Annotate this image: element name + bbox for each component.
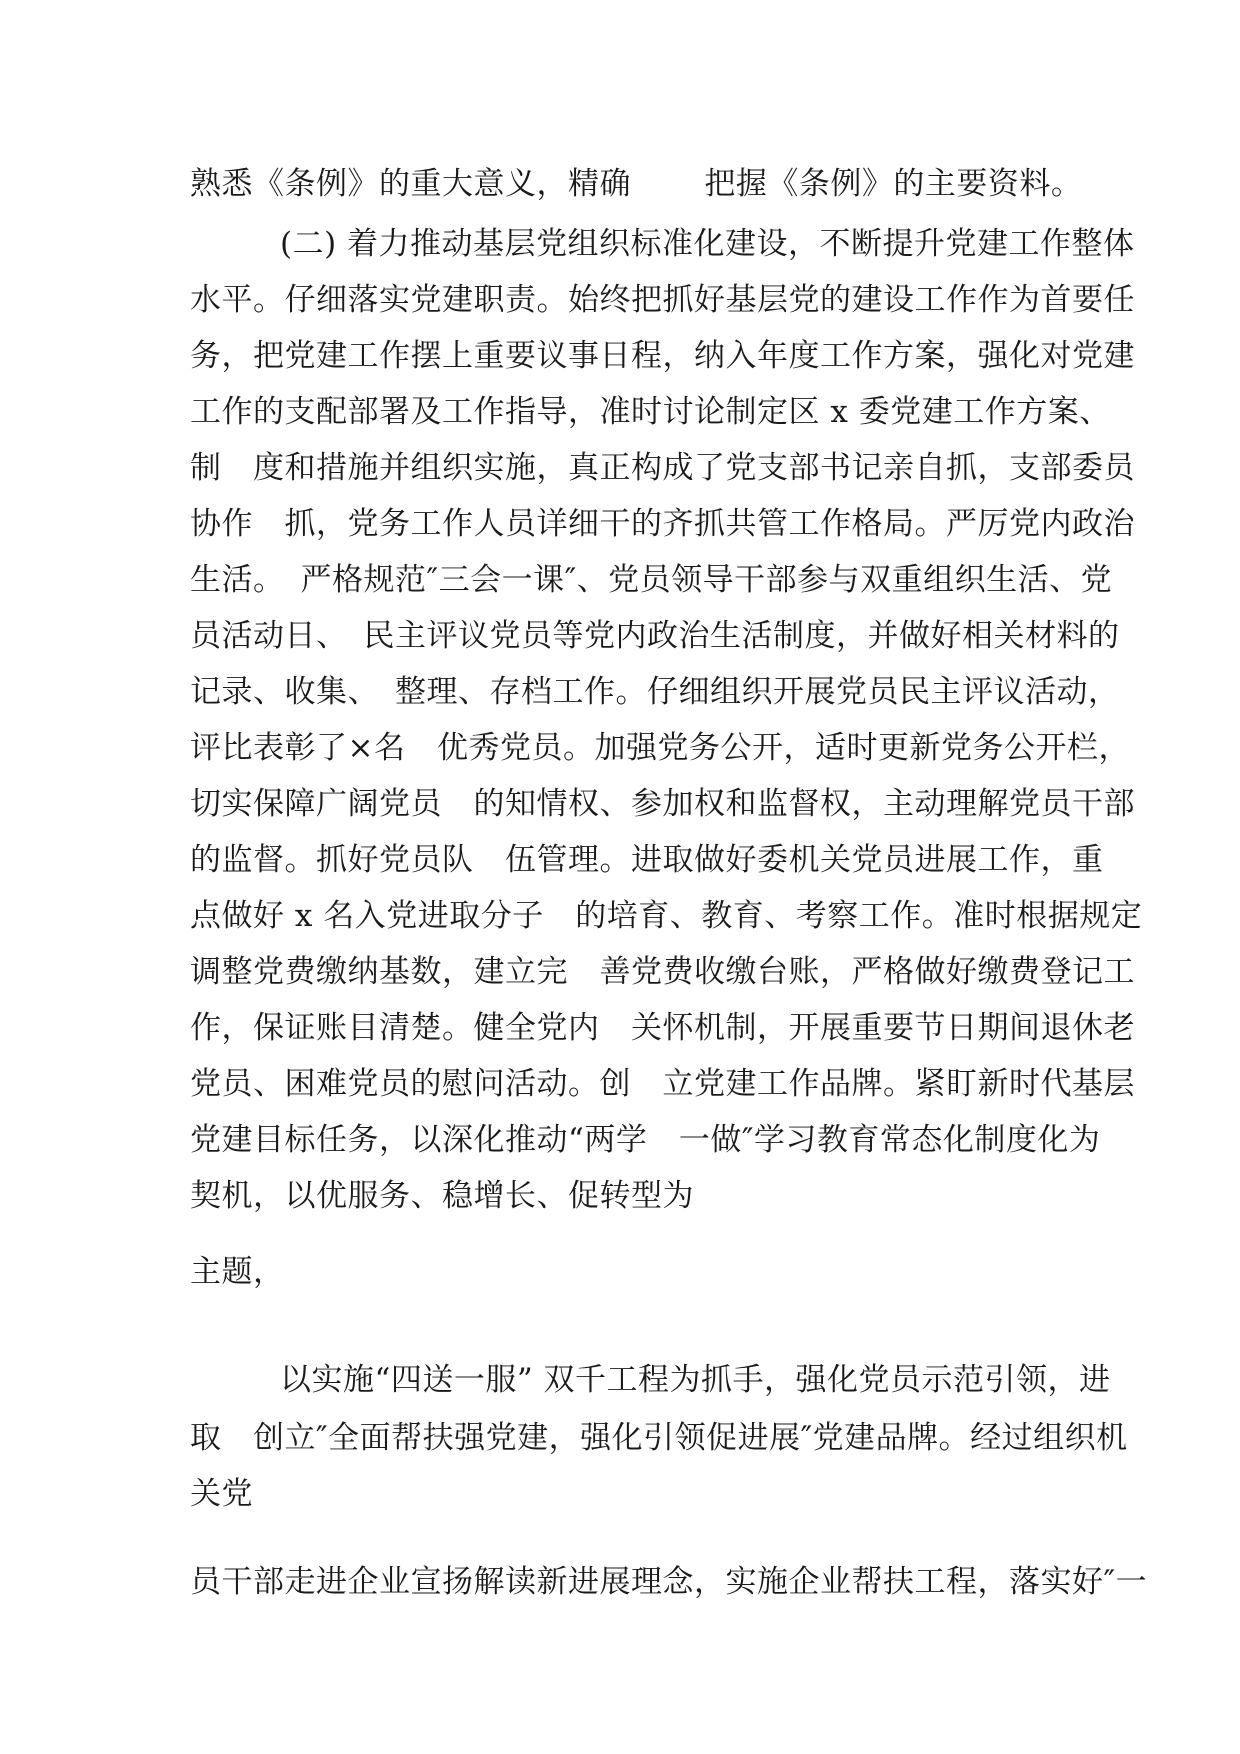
text-line: 协作 抓，党务工作人员详细干的齐抓共管工作格局。严厉党内政治 — [190, 506, 1135, 542]
text-line: 关党 — [190, 1476, 253, 1512]
text-line: 切实保障广阔党员 的知情权、参加权和监督权，主动理解党员干部 — [190, 786, 1135, 822]
text-line: 的监督。抓好党员队 伍管理。进取做好委机关党员进展工作，重 — [190, 842, 1104, 878]
text-line: 以实施“四送一服” 双千工程为抓手，强化党员示范引领，进 — [280, 1362, 1111, 1398]
text-line: 制 度和措施并组织实施，真正构成了党支部书记亲自抓，支部委员 — [190, 450, 1135, 486]
text-line: (二) 着力推动基层党组织标准化建设，不断提升党建工作整体 — [280, 226, 1135, 262]
text-line: 调整党费缴纳基数，建立完 善党费收缴台账，严格做好缴费登记工 — [190, 954, 1135, 990]
text-line: 作，保证账目清楚。健全党内 关怀机制，开展重要节日期间退休老 — [190, 1010, 1135, 1046]
text-line: 生活。 严格规范″三会一课″、党员领导干部参与双重组织生活、党 — [190, 562, 1113, 598]
text-line: 取 创立″全面帮扶强党建，强化引领促进展″党建品牌。经过组织机 — [190, 1420, 1128, 1456]
text-line: 水平。仔细落实党建职责。始终把抓好基层党的建设工作作为首要任 — [190, 282, 1135, 318]
text-line: 员干部走进企业宣扬解读新进展理念，实施企业帮扶工程，落实好″一 — [190, 1564, 1148, 1600]
text-line: 评比表彰了×名 优秀党员。加强党务公开，适时更新党务公开栏， — [190, 730, 1130, 766]
text-line: 党建目标任务，以深化推动“两学 一做″学习教育常态化制度化为 — [190, 1122, 1101, 1158]
text-line: 熟悉《条例》的重大意义，精确 把握《条例》的主要资料。 — [190, 166, 1083, 202]
text-line: 主题， — [190, 1254, 285, 1290]
text-line: 工作的支配部署及工作指导，准时讨论制定区 x 委党建工作方案、 — [190, 394, 1111, 430]
text-line: 务，把党建工作摆上重要议事日程，纳入年度工作方案，强化对党建 — [190, 338, 1135, 374]
text-line: 点做好 x 名入党进取分子 的培育、教育、考察工作。准时根据规定 — [190, 898, 1143, 934]
text-line: 记录、收集、 整理、存档工作。仔细组织开展党员民主评议活动， — [190, 674, 1120, 710]
text-line: 契机，以优服务、稳增长、促转型为 — [190, 1178, 694, 1214]
text-line: 党员、困难党员的慰问活动。创 立党建工作品牌。紧盯新时代基层 — [190, 1066, 1135, 1102]
text-line: 员活动日、 民主评议党员等党内政治生活制度，并做好相关材料的 — [190, 618, 1120, 654]
